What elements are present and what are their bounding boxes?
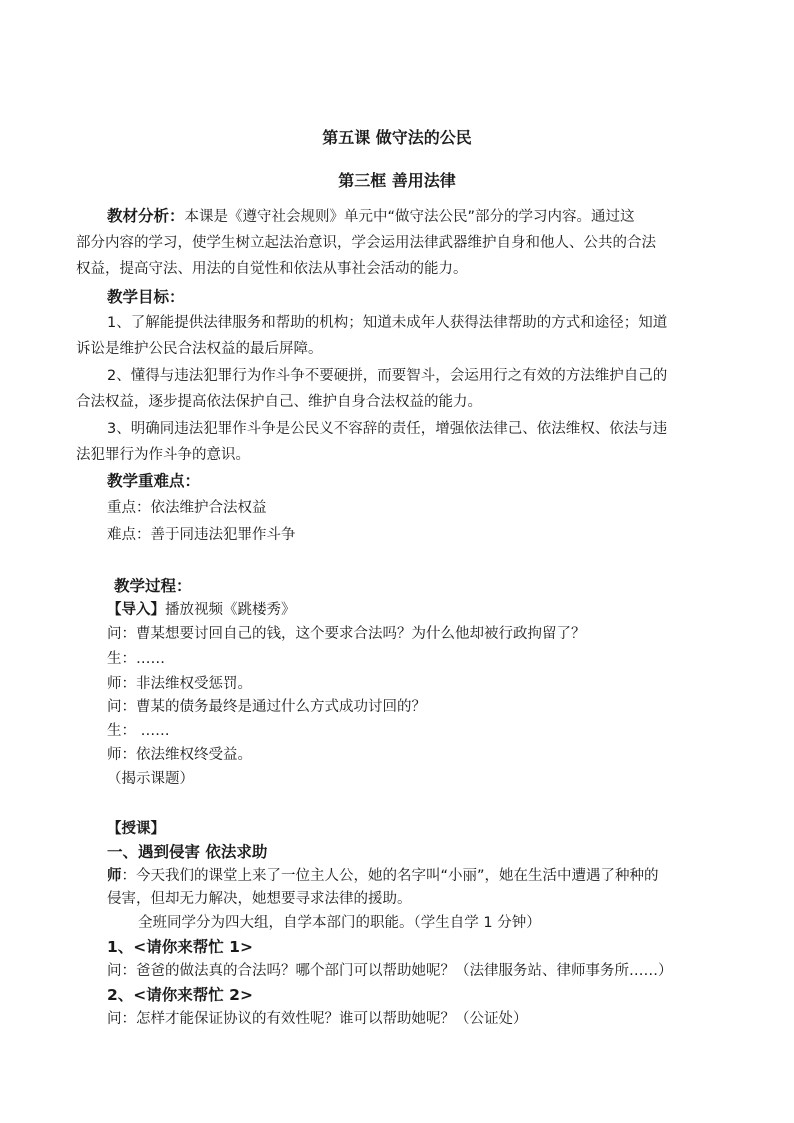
analysis-text-line1: 本课是《遵守社会规则》单元中“做守法公民”部分的学习内容。通过这 [184,209,635,225]
analysis-first-line [107,206,635,227]
section-title: 第三框 善用法律 [338,171,456,190]
intro-label: 【导入】 [107,602,165,618]
teacher-intro-text: ：今天我们的课堂上来了一位主人公，她的名字叫“小丽”，她在生活中遭遇了种种的 [121,868,659,884]
help-2-heading: 2、<请你来帮忙 2> [107,986,253,1004]
part-1-heading: 一、遇到侵害 依法求助 [107,843,268,861]
teacher-intro-line2: 侵害，但却无力解决，她想要寻求法律的援助。 [107,891,412,907]
key-points-heading: 教学重难点： [107,472,201,490]
goal-2-line1: 2、懂得与违法犯罪行为作斗争不要硬拼，而要智斗，会运用行之有效的方法维护自己的 [107,368,668,384]
help-1-question: 问：爸爸的做法真的合法吗？哪个部门可以帮助她呢？（法律服务站、律师事务所……） [107,963,673,979]
help-1-heading: 1、<请你来帮忙 1> [107,938,253,956]
help-2-question: 问：怎样才能保证协议的有效性呢？谁可以帮助她呢？（公证处） [107,1011,528,1027]
intro-text: 播放视频《跳楼秀》 [165,602,296,618]
intro-line [107,600,296,620]
goal-3-line1: 3、明确同违法犯罪作斗争是公民义不容辞的责任，增强依法律己、依法维权、依法与违 [107,421,668,437]
analysis-text-line3: 权益，提高守法、用法的自觉性和依法从事社会活动的能力。 [76,261,468,277]
teacher-intro-line1 [107,866,659,886]
analysis-text-line2: 部分内容的学习，使学生树立起法治意识，学会运用法律武器维护自身和他人、公共的合法 [76,235,656,251]
goal-1-line1: 1、了解能提供法律服务和帮助的机构；知道未成年人获得法律帮助的方式和途径；知道 [107,315,668,331]
group-instruction: 全班同学分为四大组，自学本部门的职能。（学生自学 1 分钟） [138,915,541,931]
goal-2-line2: 合法权益，逐步提高依法保护自己、维护自身合法权益的能力。 [76,394,482,410]
teacher-reply-2: 师：依法维权终受益。 [107,747,252,763]
key-focus: 重点：依法维护合法权益 [107,500,267,516]
lesson-title: 第五课 做守法的公民 [322,128,472,147]
process-heading: 教学过程： [114,577,192,595]
lesson-label: 【授课】 [107,821,165,837]
question-2: 问：曹某的债务最终是通过什么方式成功讨回的？ [107,699,426,715]
goal-3-line2: 法犯罪行为作斗争的意识。 [76,447,250,463]
analysis-label: 教材分析： [107,207,185,225]
question-1: 问：曹某想要讨回自己的钱，这个要求合法吗？为什么他却被行政拘留了？ [107,626,586,642]
student-reply-2: 生： …… [107,723,170,739]
student-reply-1: 生：…… [107,651,165,667]
goal-1-line2: 诉讼是维护公民合法权益的最后屏障。 [76,341,323,357]
reveal-topic: （揭示课题） [107,771,194,787]
teacher-reply-1: 师：非法维权受惩罚。 [107,676,252,692]
goals-heading: 教学目标： [107,288,185,306]
key-difficulty: 难点：善于同违法犯罪作斗争 [107,527,296,543]
teacher-label: 师 [107,868,122,884]
